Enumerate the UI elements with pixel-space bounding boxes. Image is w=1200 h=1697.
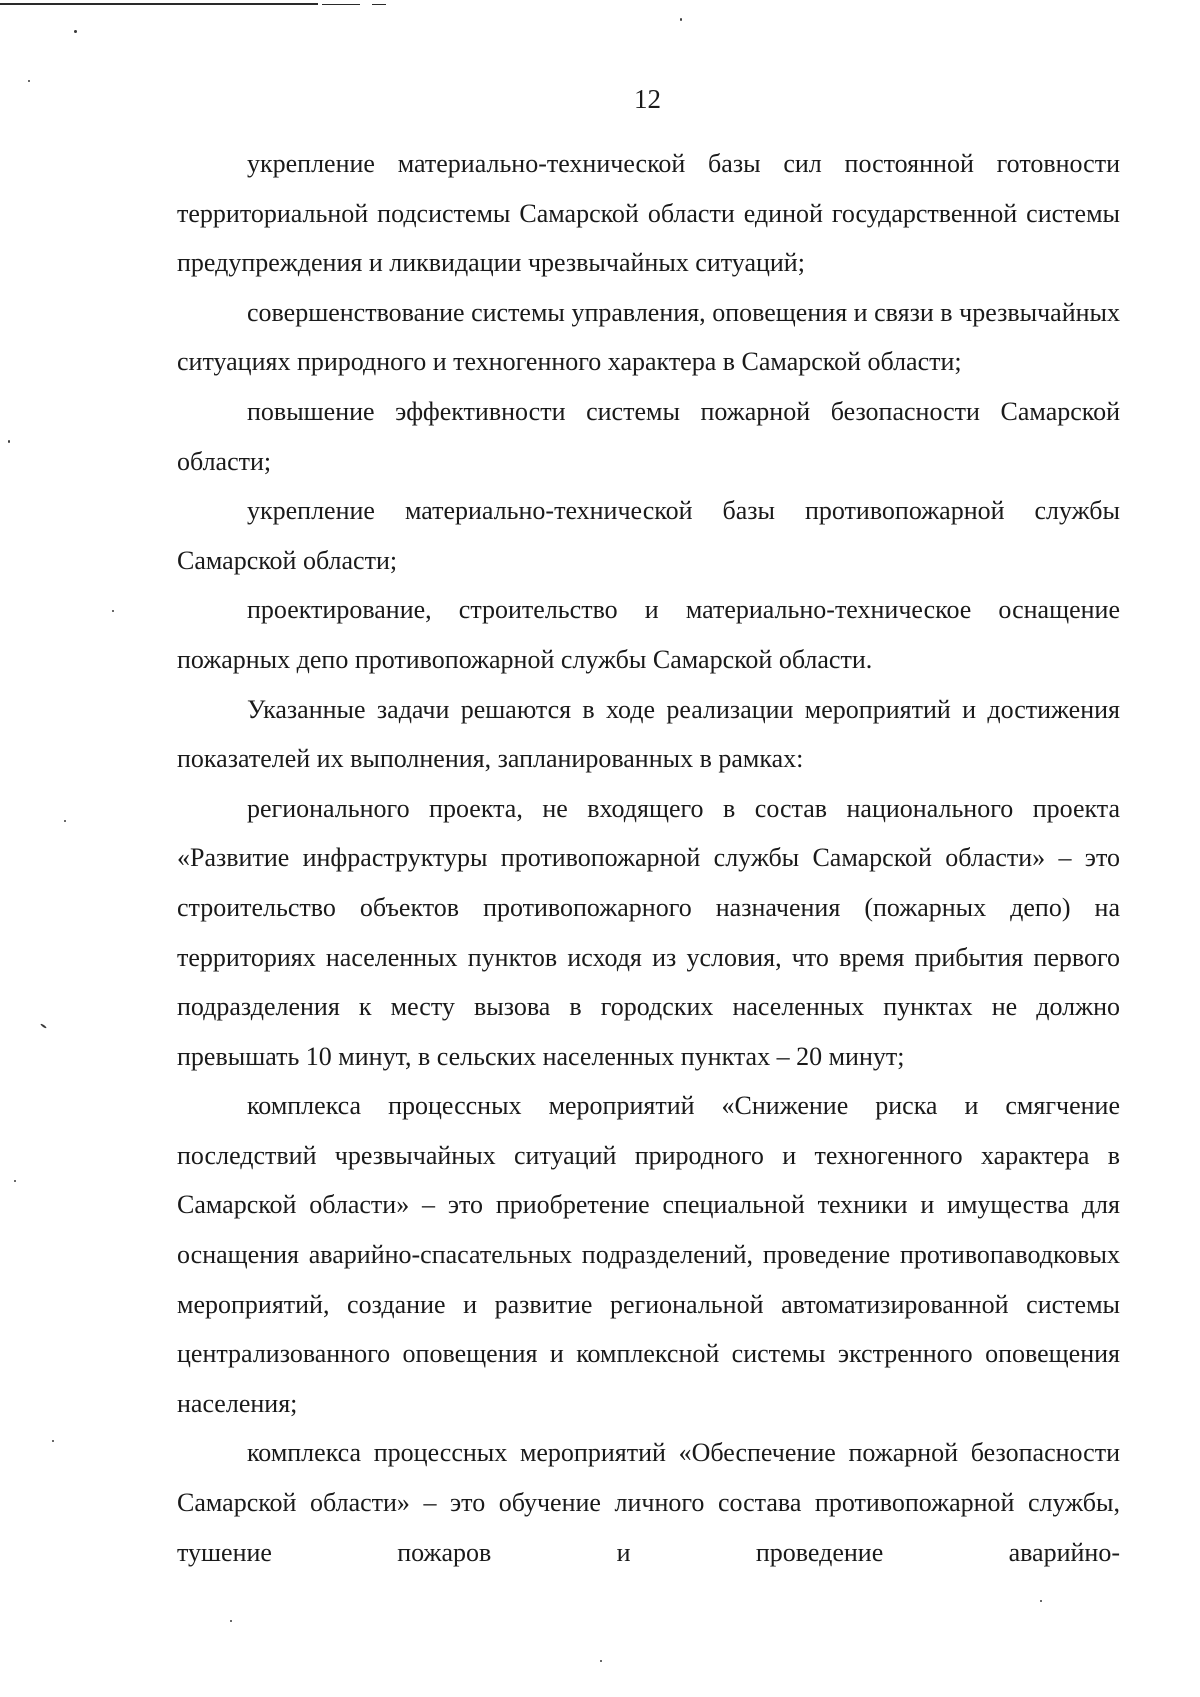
scan-edge-line bbox=[372, 4, 386, 5]
paragraph: совершенствование системы управления, оповещения и связи в чрезвычайных ситуациях природного и техногенного характера в Самарской области; bbox=[177, 297, 1120, 377]
paragraph: комплекса процессных мероприятий «Обеспечение пожарной безопасности Самарской области» – это обучение личного состава противопожарной службы, тушение пожаров и проведение аварийно- bbox=[177, 1438, 1120, 1567]
paragraph: регионального проекта, не входящего в состав национального проекта «Развитие инфраструктуры противопожарной службы Самарской области» – это строительство объектов противопожарного назначения (пожарных депо) на территориях населенных пунктов исходя из условия, что время прибытия первого подразделения к месту вызова в городских населенных пунктах не должно превышать 10 минут, в сельских населенных пунктах – 20 минут; bbox=[177, 793, 1120, 1071]
scan-speck bbox=[52, 1440, 54, 1442]
scan-speck bbox=[28, 80, 30, 82]
paragraph: Указанные задачи решаются в ходе реализации мероприятий и достижения показателей их выполнения, запланированных в рамках: bbox=[177, 694, 1120, 774]
scan-speck bbox=[230, 1620, 232, 1622]
scan-speck bbox=[40, 1023, 47, 1029]
paragraph: повышение эффективности системы пожарной безопасности Самарской области; bbox=[177, 396, 1120, 476]
paragraph: укрепление материально-технической базы сил постоянной готовности территориальной подсистемы Самарской области единой государственной системы предупреждения и ликвидации чрезвычайных ситуаций; bbox=[177, 149, 1120, 278]
scan-speck bbox=[680, 18, 682, 21]
scan-speck bbox=[14, 1180, 16, 1182]
scan-edge-line bbox=[0, 3, 318, 5]
scan-speck bbox=[74, 30, 77, 33]
scan-speck bbox=[112, 610, 114, 612]
scan-speck bbox=[8, 440, 10, 443]
scan-edge-line bbox=[322, 4, 360, 5]
scan-speck bbox=[64, 820, 66, 822]
page-number: 12 bbox=[634, 84, 661, 114]
paragraph: укрепление материально-технической базы противопожарной службы Самарской области; bbox=[177, 496, 1120, 575]
paragraph: комплекса процессных мероприятий «Снижение риска и смягчение последствий чрезвычайных ситуаций природного и техногенного характера в Самарской области» – это приобретение специальной техники и имущества для оснащения аварийно-спасательных подразделений, проведение противопаводковых мероприятий, создание и развитие региональной автоматизированной системы централизованного оповещения и комплексной системы экстренного оповещения населения; bbox=[177, 1091, 1120, 1418]
scan-speck bbox=[600, 1660, 602, 1662]
paragraph: проектирование, строительство и материально-техническое оснащение пожарных депо противопожарной службы Самарской области. bbox=[177, 595, 1120, 674]
scan-speck bbox=[1040, 1600, 1042, 1602]
document-body bbox=[177, 139, 1120, 1577]
